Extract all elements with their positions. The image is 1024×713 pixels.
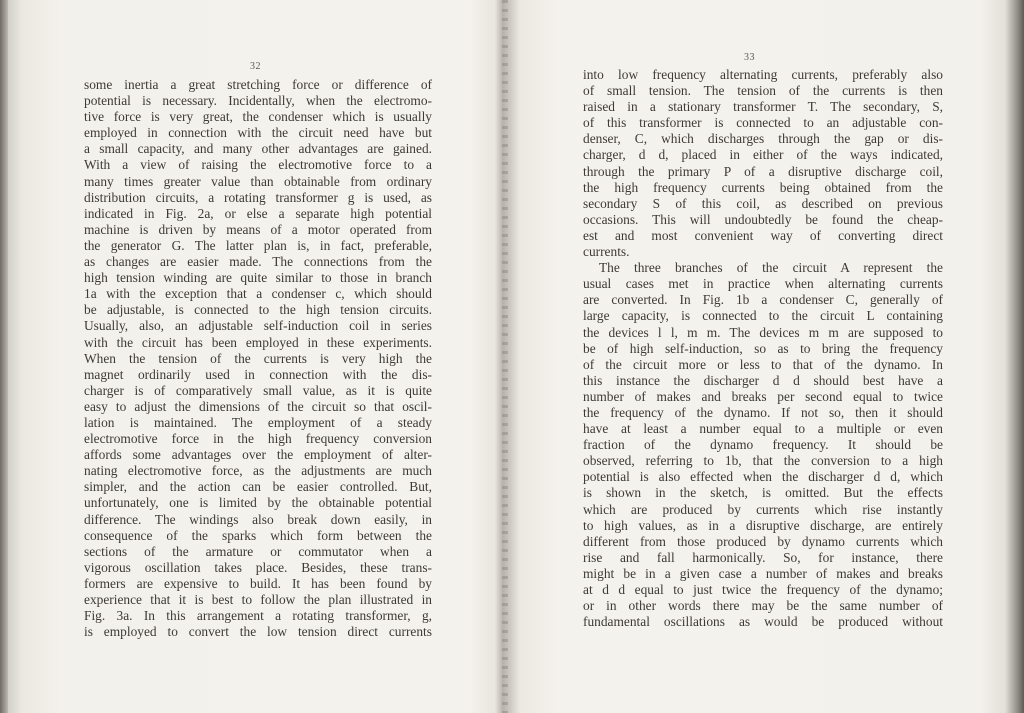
- text-line: formers are expensive to build. It has been found by: [84, 575, 432, 591]
- text-line: number of makes and breaks per second equal to twice: [583, 388, 943, 404]
- text-line: simpler, and the action can be easier controlled. But,: [84, 479, 432, 495]
- text-line: electromotive force in the high frequency conversion: [84, 431, 432, 447]
- left-page: [0, 0, 503, 713]
- text-line: experience that it is best to follow the plan illustrated in: [84, 592, 432, 607]
- text-line: rise and fall harmonically. So, for instance, there: [583, 549, 943, 565]
- text-line: nating electromotive force, as the adjustments are much: [84, 463, 432, 479]
- text-line: fraction of the dynamo frequency. It should be: [583, 437, 943, 453]
- text-line: charger is of comparatively small value, as it is quite: [84, 382, 432, 398]
- text-line: the generator G. The latter plan is, in fact, preferable,: [84, 237, 432, 253]
- text-line: a small capacity, and many other advantages are gained.: [84, 141, 432, 157]
- text-line: currents.: [583, 244, 630, 260]
- text-line: at d d equal to just twice the frequency of the dynamo;: [583, 582, 943, 597]
- text-line: Fig. 3a. In this arrangement a rotating transformer, g,: [84, 608, 432, 624]
- text-line: The three branches of the circuit A represent the: [599, 260, 943, 276]
- text-line: through the primary P of a disruptive discharge coil,: [583, 163, 943, 179]
- text-line: is shown in the sketch, is omitted. But the effects: [583, 485, 943, 501]
- text-line: is employed to convert the low tension direct currents: [84, 624, 432, 640]
- text-line: as changes are easier made. The connections from the: [84, 254, 432, 270]
- text-line: affords some advantages over the employment of alter-: [84, 447, 432, 463]
- text-line: the frequency of the dynamo. If not so, then it should: [583, 404, 943, 420]
- text-line: with the circuit has been employed in these experiments.: [84, 334, 432, 350]
- body-text: [583, 67, 943, 630]
- text-line: some inertia a great stretching force or difference of: [84, 77, 432, 92]
- text-line: be of high self-induction, so as to bring the frequency: [583, 340, 943, 356]
- text-line: different from those produced by dynamo currents which: [583, 533, 943, 549]
- text-line: indicated in Fig. 2a, or else a separate high potential: [84, 205, 432, 221]
- text-line: When the tension of the currents is very high the: [84, 350, 432, 366]
- text-line: potential is also effected when the discharger d d, which: [583, 469, 943, 485]
- text-line: secondary S of this coil, as described on previous: [583, 195, 943, 211]
- text-line: fundamental oscillations as would be produced without: [583, 614, 943, 630]
- text-line: the devices l l, m m. The devices m m are supposed to: [583, 324, 943, 340]
- page-number: 32: [250, 61, 261, 72]
- text-line: the high frequency currents being obtained from the: [583, 179, 943, 195]
- text-line: 1a with the exception that a condenser c, which should: [84, 286, 432, 302]
- text-line: lation is maintained. The employment of a steady: [84, 414, 432, 430]
- text-line: difference. The windings also break down easily, in: [84, 511, 432, 527]
- right-page: [507, 0, 1024, 713]
- text-line: of small tension. The tension of the currents is then: [583, 83, 943, 99]
- text-line: Usually, also, an adjustable self-induction coil in series: [84, 318, 432, 334]
- text-line: of this transformer is connected to an adjustable con-: [583, 115, 943, 131]
- text-line: charger, d d, placed in either of the ways indicated,: [583, 147, 943, 163]
- text-line: consequence of the sparks which form between the: [84, 527, 432, 543]
- page-number: 33: [744, 52, 755, 63]
- text-line: observed, referring to 1b, that the conversion to a high: [583, 453, 943, 469]
- text-line: to high values, as in a disruptive discharge, are entirely: [583, 517, 943, 533]
- text-line: high tension winding are quite similar to those in branch: [84, 270, 432, 286]
- text-line: tive force is very great, the condenser which is usually: [84, 109, 432, 125]
- text-line: magnet ordinarily used in connection with the dis-: [84, 366, 432, 382]
- text-line: this instance the discharger d d should best have a: [583, 372, 943, 388]
- text-line: are converted. In Fig. 1b a condenser C, generally of: [583, 292, 943, 308]
- text-line: easy to adjust the dimensions of the circuit so that oscil-: [84, 398, 432, 414]
- text-line: into low frequency alternating currents, preferably also: [583, 67, 943, 82]
- text-line: or in other words there may be the same number of: [583, 598, 943, 614]
- text-line: might be in a given case a number of makes and breaks: [583, 565, 943, 581]
- text-line: large capacity, is connected to the circuit L containing: [583, 308, 943, 324]
- text-line: of the circuit more or less to that of the dynamo. In: [583, 356, 943, 372]
- text-line: occasions. This will undoubtedly be found the cheap-: [583, 211, 943, 227]
- text-line: est and most convenient way of converting direct: [583, 227, 943, 243]
- text-line: machine is driven by means of a motor operated from: [84, 221, 432, 237]
- text-line: distribution circuits, a rotating transformer g is used, as: [84, 189, 432, 205]
- text-line: be adjustable, is connected to the high tension circuits.: [84, 302, 432, 318]
- text-line: which are produced by currents which rise instantly: [583, 501, 943, 517]
- text-line: raised in a stationary transformer T. The secondary, S,: [583, 99, 943, 115]
- body-text: [84, 77, 432, 640]
- text-line: vigorous oscillation takes place. Besides, these trans-: [84, 559, 432, 575]
- text-line: sections of the armature or commutator when a: [84, 543, 432, 559]
- text-line: have at least a number equal to a multiple or even: [583, 421, 943, 437]
- text-line: potential is necessary. Incidentally, when the electromo-: [84, 93, 432, 109]
- text-line: unfortunately, one is limited by the obtainable potential: [84, 495, 432, 511]
- text-line: With a view of raising the electromotive force to a: [84, 157, 432, 173]
- text-line: many times greater value than obtainable from ordinary: [84, 173, 432, 189]
- text-line: denser, C, which discharges through the gap or dis-: [583, 131, 943, 147]
- text-line: employed in connection with the circuit need have but: [84, 125, 432, 141]
- text-line: usual cases met in practice when alternating currents: [583, 276, 943, 292]
